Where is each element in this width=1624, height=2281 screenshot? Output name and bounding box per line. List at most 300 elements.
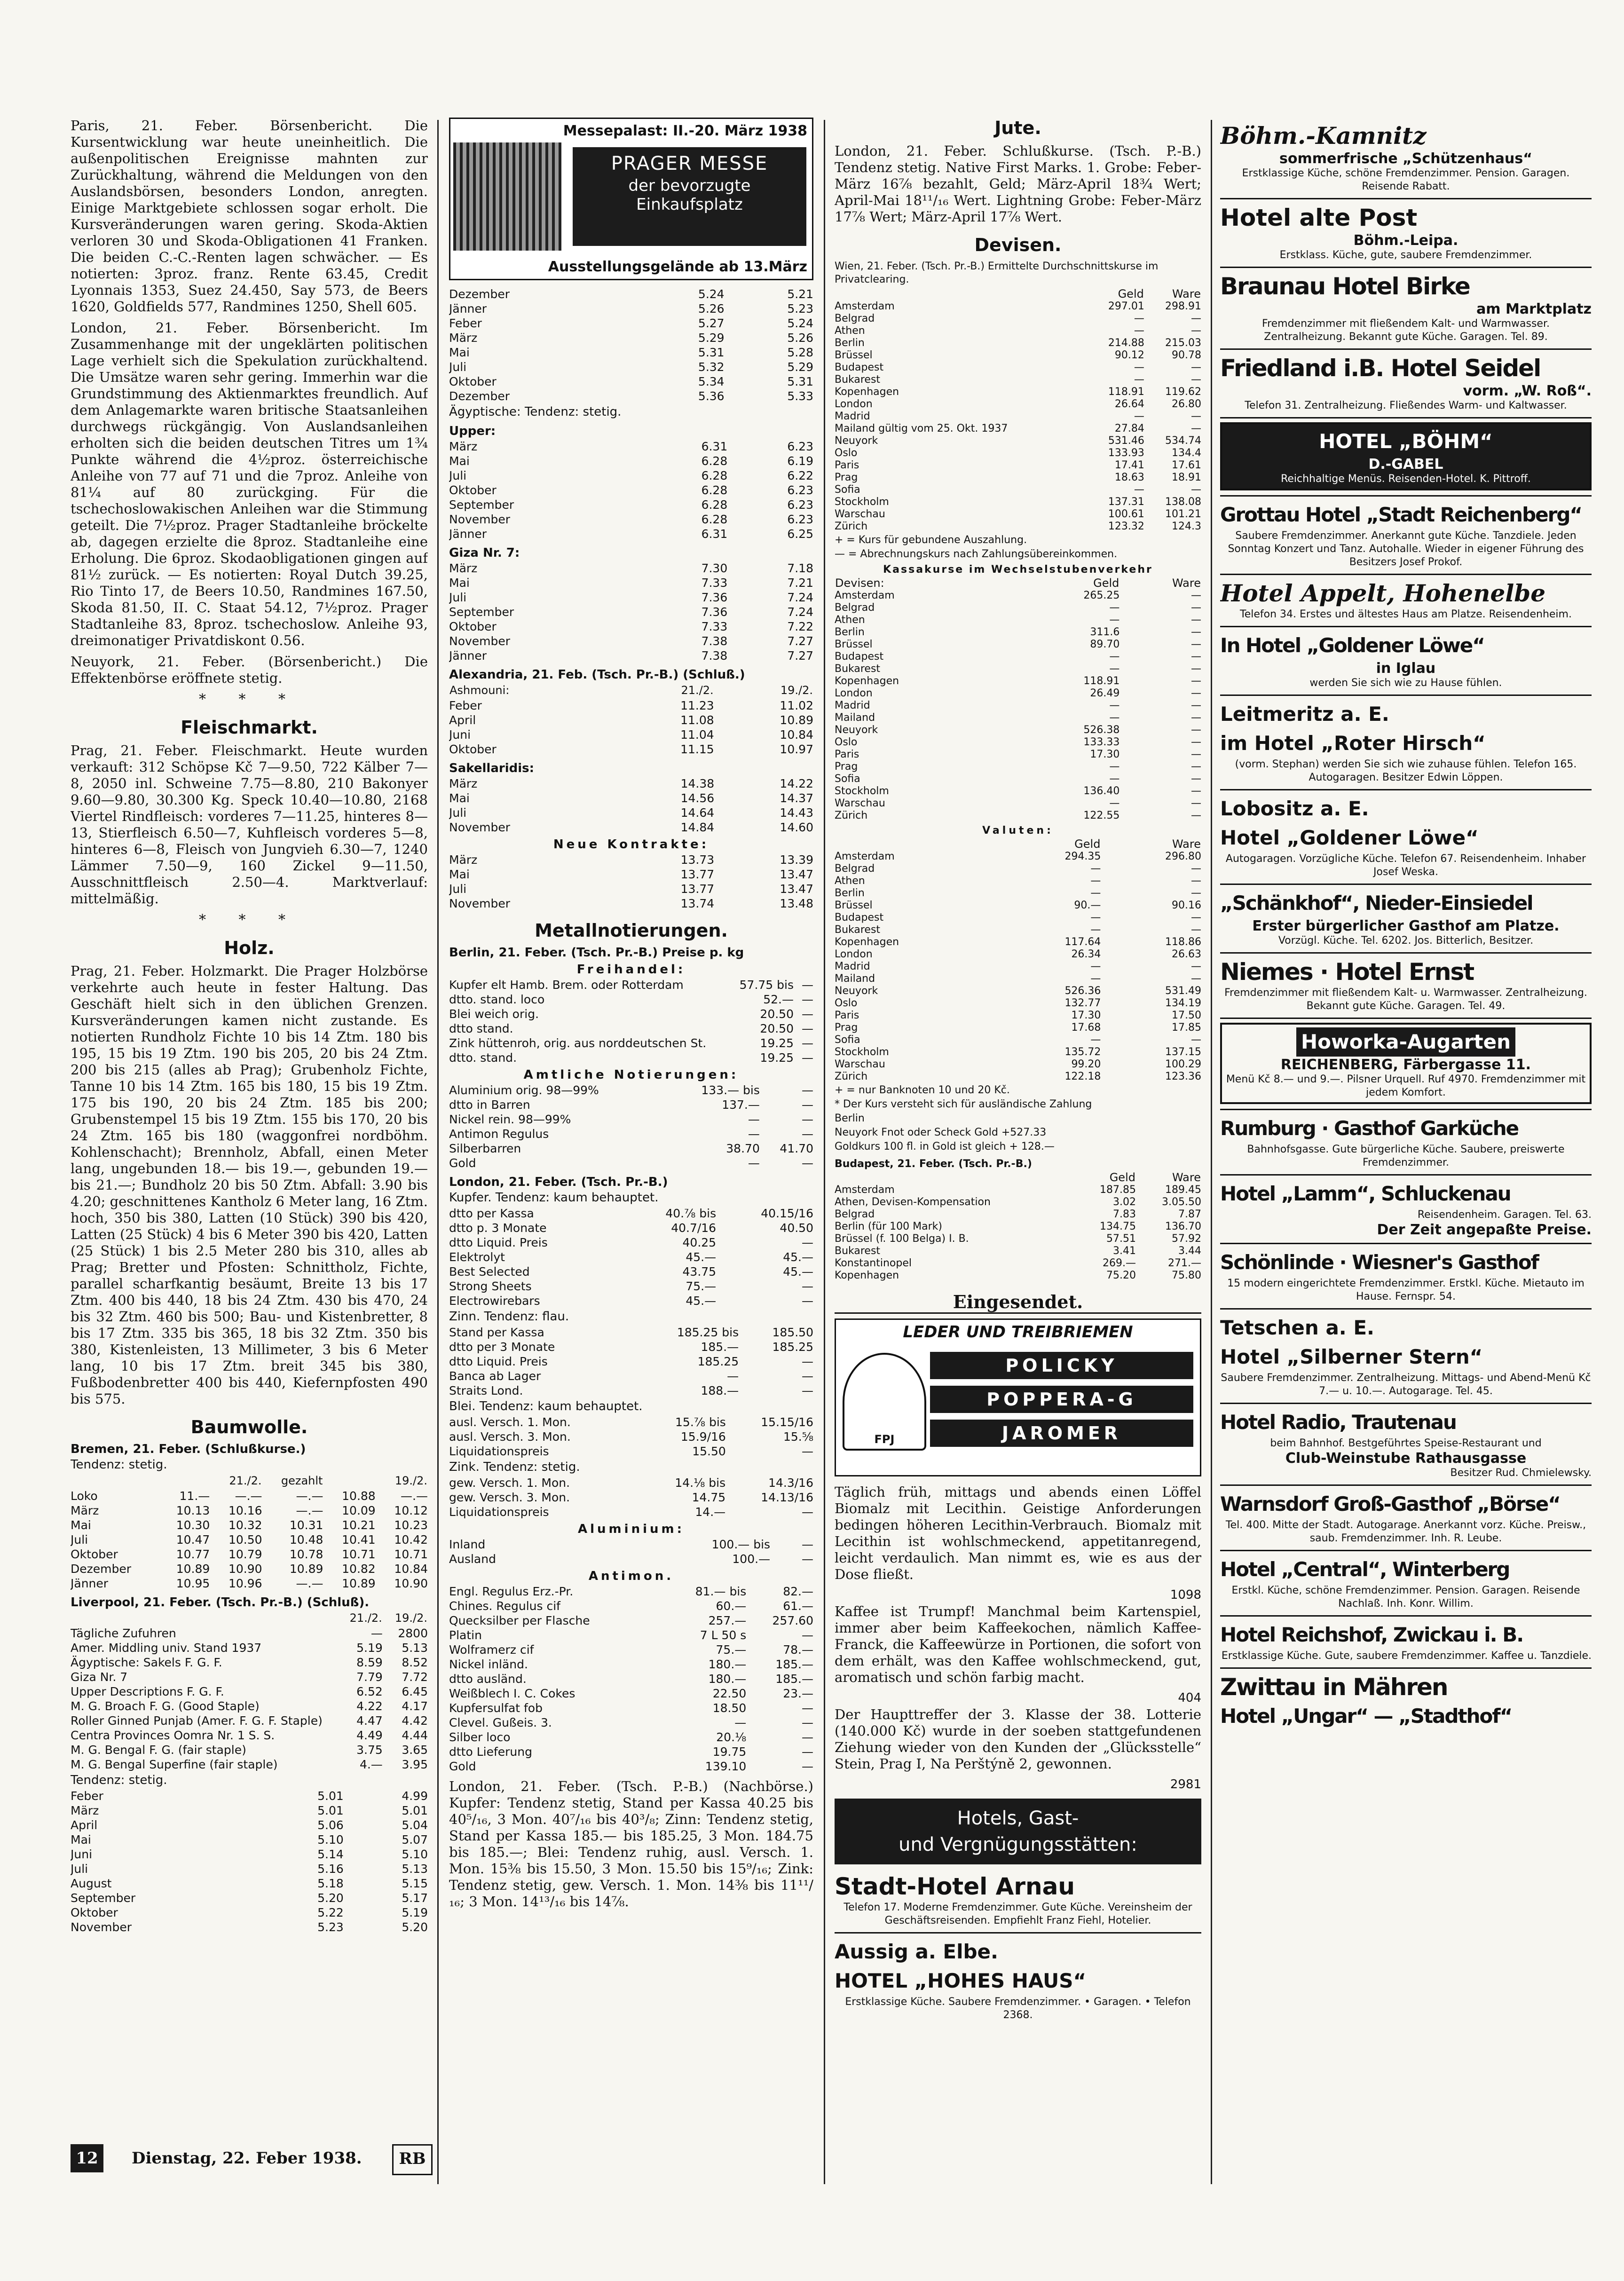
ad-details: Telefon 34. Erstes und ältestes Haus am Platze. Reisendenheim. (1240, 608, 1572, 620)
row-value: — (802, 1552, 813, 1566)
row-label: Stockholm (835, 496, 889, 508)
table-row (835, 773, 1201, 785)
table-row (71, 1503, 428, 1518)
row-value: — (1134, 313, 1144, 324)
ad-title: Hotel Appelt, Hohenelbe (1220, 579, 1546, 607)
table-row (449, 1759, 813, 1774)
row-value: 7.21 (787, 576, 813, 590)
row-value: 7.27 (787, 634, 813, 648)
column-rule (437, 120, 439, 2184)
row-value: — (1109, 773, 1120, 785)
table-row (835, 1245, 1201, 1257)
row-value: — (1090, 973, 1101, 985)
publisher-mark: RB (392, 2144, 433, 2175)
row-value: — (1191, 675, 1201, 687)
giza-table (449, 561, 813, 663)
row-value: 3.44 (1178, 1245, 1201, 1257)
vienna-rows (835, 300, 1201, 533)
row-label: M. G. Broach F. G. (Good Staple) (71, 1699, 260, 1713)
column-rule (824, 120, 825, 2184)
ad-grottau-stadt-reichenberg (1220, 497, 1592, 575)
row-label: Ägyptische: Sakels F. G. F. (71, 1656, 222, 1669)
sakellaridis-rows (449, 776, 813, 835)
fair-grounds: Ausstellungsgelände ab 13.März (548, 259, 807, 275)
ad-details: Erstklassige Küche. Saubere Fremdenzimmer. • Garagen. • Telefon 2368. (845, 1996, 1191, 2021)
row-value: 185.— (775, 1657, 813, 1671)
row-label: März (449, 777, 478, 790)
ad-hotel-central (1220, 1551, 1592, 1617)
table-row (449, 1340, 813, 1354)
fair-title-box (573, 147, 806, 246)
table-row (449, 1383, 813, 1398)
ad-leitmeritz-roter-hirsch (1220, 696, 1592, 790)
row-value: 11.23 (680, 699, 714, 712)
ad-details: Besitzer Rud. Chmielewsky. (1450, 1467, 1592, 1479)
fair-subtitle: der bevorzugte (628, 176, 751, 195)
table-row (449, 1007, 813, 1021)
row-value: 5.01 (402, 1804, 428, 1817)
row-value: — (802, 1760, 813, 1773)
row-value: 40.25 (682, 1236, 717, 1249)
table-row (449, 331, 813, 345)
heading-jute: Jute. (994, 118, 1041, 138)
row-label: Mai (71, 1833, 91, 1847)
table-row (449, 1325, 813, 1340)
row-label: Madrid (835, 410, 870, 422)
row-label: März (449, 331, 478, 345)
row-label: Kupfer elt Hamb. Brem. oder Rotterdam (449, 978, 684, 992)
row-value: 15.9/16 (680, 1430, 726, 1444)
table-row (449, 634, 813, 648)
row-value: 17.30 (1090, 749, 1120, 760)
table-row (71, 1905, 428, 1920)
liverpool-tendency: Tendenz: stetig. (71, 1773, 167, 1787)
table-row (835, 1010, 1201, 1022)
row-label: Kopenhagen (835, 936, 899, 948)
row-value: — (1090, 887, 1101, 899)
row-label: Giza Nr. 7 (71, 1670, 128, 1684)
row-value: 13.47 (780, 868, 813, 881)
row-value: 134.19 (1165, 997, 1201, 1009)
row-label: Prag (835, 1022, 858, 1034)
table-row (449, 1097, 813, 1112)
ad-details: werden Sie sich wie zu Hause fühlen. (1309, 677, 1502, 689)
table-row (71, 1532, 428, 1547)
london-metal-heading: London, 21. Feber. (Tsch. Pr.-B.) (449, 1175, 668, 1189)
row-label: Paris (835, 749, 859, 760)
row-value: 6.28 (701, 454, 728, 468)
article-london: London, 21. Feber. Börsenbericht. Im Zusammenhange mit der ungeklärten politischen Lage verhielt sich die Spekulation zurückhaltend. Die Umsätze waren sehr gering. Immerhin war die Grundstimmung des Aktienmarktes freundlich. Auf dem Anlagemarkte waren britische Staatsanleihen durchwegs rückgängig. Von Auslandsanleihen erholten sich die beiden deutschen Titres um 1¾ Punkte während die 4½proz. österreichische Anleihe von 77 auf 71 und die 7proz. Anleihe von 81¼ auf 80 zurückging. Für die tschechoslowakischen Anleihen war die Stimmung geteilt. Die 7½proz. Prager Stadtanleihe bröckelte ab, dagegen erzielte die 8proz. Stadtanleihe eine Erholung. Die 6proz. Skodaobligationen gingen auf 81½ zurück. — Es notierten: Royal Dutch 39.25, Rio Tinto 17, de Beers 10.50, Randmines 167.50, Skoda 81.50, II. C. Staat 54.12, 7½proz. Prager Stadtanleihe 83, 8proz. tschechoslow. Anleihe 93, dreimonatiger Privatdiskont 0.56. (71, 320, 428, 648)
row-value: — (1191, 639, 1201, 650)
row-value: 257.— (708, 1614, 747, 1627)
ad-details: Telefon 31. Zentralheizung. Fließendes Warm- und Kaltwasser. (1245, 400, 1567, 411)
row-label: Clevel. Gußeis. 3. (449, 1716, 552, 1729)
row-value: — (1109, 651, 1120, 663)
table-row (449, 1036, 813, 1050)
table-row (835, 447, 1201, 459)
table-row (449, 454, 813, 468)
ad-details: Autogaragen. Vorzügliche Küche. Telefon 67. Reisendenheim. Inhaber Josef Weska. (1225, 853, 1586, 878)
row-value: 187.85 (1099, 1184, 1136, 1196)
row-value: 22.50 (712, 1687, 747, 1700)
valuten-heading: Valuten: (982, 825, 1054, 837)
table-row (835, 1184, 1201, 1196)
giza-rows (449, 561, 813, 663)
col-header: Geld (1118, 287, 1144, 300)
row-value: 2800 (398, 1626, 428, 1640)
row-value: 118.91 (1108, 386, 1144, 398)
row-value: 534.74 (1165, 435, 1201, 447)
row-label: Berlin (835, 626, 865, 638)
row-value: 7.83 (1112, 1208, 1136, 1220)
row-label: Budapest (835, 912, 884, 923)
table-row (835, 590, 1201, 602)
budapest-table (835, 1171, 1201, 1282)
table-row (449, 1730, 813, 1744)
row-value: — (802, 1083, 813, 1097)
row-value: 10.31 (289, 1518, 323, 1532)
row-value: 57.92 (1172, 1233, 1201, 1245)
table-row (449, 1235, 813, 1250)
row-value: 43.75 (682, 1265, 717, 1279)
ad-howorka-augarten (1220, 1019, 1592, 1110)
column-commodities (449, 118, 813, 2158)
heading-eingesendet: Eingesendet. (835, 1291, 1201, 1314)
row-value: 294.35 (1064, 851, 1101, 862)
row-label: November (449, 897, 511, 910)
budapest-heading: Budapest, 21. Feber. (Tsch. Pr.-B.) (835, 1158, 1032, 1170)
row-value: 10.47 (176, 1533, 210, 1547)
row-value: 100.— bis (711, 1538, 771, 1551)
col-header: Ware (1172, 287, 1201, 300)
table-row (835, 663, 1201, 675)
row-label: Juli (449, 806, 467, 820)
table-row (71, 1641, 428, 1655)
row-label: Budapest (835, 651, 884, 663)
ad-hotel-arnau (835, 1868, 1201, 1934)
row-label: Mai (71, 1518, 91, 1532)
row-label: Neuyork (835, 724, 878, 736)
ad-title: HOTEL „HOHES HAUS“ (835, 1969, 1087, 1992)
table-row (71, 1562, 428, 1576)
zink-table (449, 1476, 813, 1519)
row-label: November (449, 821, 511, 834)
row-label: Oslo (835, 997, 858, 1009)
row-value: 10.89 (176, 1562, 210, 1576)
row-value: 10.71 (342, 1547, 376, 1561)
official-quotes-heading: Amtliche Notierungen: (523, 1068, 739, 1082)
table-row (71, 1818, 428, 1832)
table-row (449, 316, 813, 331)
row-label: Juli (449, 882, 467, 896)
ad-rumburg-gasthof-garkueche (1220, 1110, 1592, 1176)
row-label: Juli (71, 1862, 88, 1876)
row-value: 101.21 (1165, 508, 1201, 520)
row-value: 10.84 (780, 728, 813, 742)
table-row (835, 700, 1201, 712)
table-row (835, 810, 1201, 822)
ashmouni-heading: Ashmouni: (449, 684, 510, 697)
row-value: 10.13 (176, 1504, 210, 1517)
row-value: 7.33 (701, 576, 728, 590)
row-value: 6.45 (402, 1685, 428, 1698)
row-value: — (1191, 973, 1201, 985)
upper-table (449, 439, 813, 541)
table-row (835, 1034, 1201, 1046)
row-label: Oktober (449, 620, 497, 633)
egypt-tendency: Ägyptische: Tendenz: stetig. (449, 405, 622, 419)
kupfer-table (449, 1206, 813, 1308)
issue-date: Dienstag, 22. Feber 1938. (132, 2149, 362, 2168)
table-row (835, 1233, 1201, 1245)
row-value: 6.28 (701, 513, 728, 526)
row-value: 3.75 (356, 1743, 383, 1757)
row-label: Kopenhagen (835, 1270, 899, 1281)
row-value: — (1191, 602, 1201, 614)
row-value: — (1191, 410, 1201, 422)
ny-label: Neuyork Fnot oder Scheck Gold (835, 1127, 998, 1138)
row-value: — (802, 1369, 813, 1383)
row-label: Berlin (835, 337, 865, 349)
zink-rows (449, 1476, 813, 1519)
freihandel-heading: Freihandel: (576, 963, 686, 977)
row-value: 3.41 (1112, 1245, 1136, 1257)
row-label: Stockholm (835, 1046, 889, 1058)
row-value: 26.34 (1071, 948, 1101, 960)
row-label: Brüssel (835, 900, 873, 911)
table-row (835, 300, 1201, 313)
row-value: — (1090, 1034, 1101, 1046)
row-label: Wolframerz cif (449, 1643, 534, 1657)
row-value: 136.70 (1165, 1221, 1201, 1232)
row-value: 11.04 (680, 728, 714, 742)
row-label: Prag (835, 472, 858, 483)
row-label: Warschau (835, 797, 885, 809)
table-row (449, 1415, 813, 1429)
row-value: —.— (296, 1504, 323, 1517)
ad-details: beim Bahnhof. Bestgeführtes Speise-Restaurant und (1270, 1437, 1542, 1449)
row-value: — (802, 1051, 813, 1065)
table-row (449, 605, 813, 619)
row-value: 15.15/16 (761, 1415, 813, 1429)
row-label: Madrid (835, 961, 870, 972)
row-value: 14.84 (680, 821, 715, 834)
valuten-note: + = nur Banknoten 10 und 20 Kč. (835, 1084, 1010, 1096)
table-row (449, 978, 813, 992)
table-row (449, 1294, 813, 1308)
row-value: 5.04 (402, 1818, 428, 1832)
row-label: Stand per Kassa (449, 1326, 544, 1339)
row-value: 185.50 (772, 1326, 813, 1339)
row-value: 5.31 (698, 346, 725, 359)
row-value: — (1191, 362, 1201, 373)
table-row (449, 301, 813, 316)
row-value: 6.23 (787, 483, 813, 497)
table-row (449, 497, 813, 512)
ad-number: 2981 (1170, 1777, 1201, 1792)
table-row (71, 1920, 428, 1934)
ad-details: Erstklassige Küche, schöne Fremdenzimmer. Pension. Garagen. Reisende Rabatt. (1242, 167, 1570, 192)
row-value: — (1191, 614, 1201, 626)
page-number: 12 (71, 2144, 103, 2172)
row-value: 20.50 (760, 1007, 794, 1021)
row-value: 5.20 (317, 1891, 344, 1905)
row-value: — (1090, 875, 1101, 887)
leder-ad-bar: POLICKY (930, 1352, 1193, 1379)
liverpool-futures-rows (71, 1789, 428, 1934)
article-paris: Paris, 21. Feber. Börsenbericht. Die Kursentwicklung war heute uneinheitlich. Die außenpolitischen Ereignisse mahnten zur Zurückhaltung, während die Meldungen von den Auslandsbörsen, besonders London, anregten. Einige Marktgebiete schlossen sogar erholt. Die Kursveränderungen waren gering. Skoda-Aktien verloren 30 und Skoda-Obligationen 41 Franken. Die beiden C.-C.-Renten lagen schwächer. — Es notierten: 3proz. franz. Rente 63.45, Credit Lyonnais 1353, Suez 24.450, Say 573, de Beers 1620, Goldfields 577, Randmines 1250, Shell 605. (71, 118, 428, 315)
row-value: 11.— (179, 1489, 210, 1503)
table-row (835, 435, 1201, 447)
table-row (449, 1141, 813, 1156)
row-label: Juli (449, 469, 467, 482)
pulley-logo-icon (843, 1353, 926, 1451)
row-label: Paris (835, 1010, 859, 1021)
row-value: 14.64 (680, 806, 715, 820)
logo-letters: FPJ (874, 1433, 895, 1446)
column-hotel-ads (1220, 118, 1592, 2177)
row-value: 6.23 (787, 498, 813, 512)
row-value: 10.50 (228, 1533, 262, 1547)
ad-subtitle: REICHENBERG, Färbergasse 11. (1280, 1057, 1531, 1073)
row-value: — (1191, 797, 1201, 809)
row-label: Banca ab Lager (449, 1369, 541, 1383)
row-value: 5.07 (402, 1833, 428, 1847)
row-label: Feber (449, 699, 482, 712)
row-value: — (1191, 961, 1201, 972)
ad-details: Saubere Fremdenzimmer. Anerkannt gute Küche. Tanzdiele. Jeden Sonntag Konzert und Tanz. Autohalle. Wieder in eigener Führung des Besitzers Josef Prokof. (1228, 530, 1584, 568)
row-label: Juli (449, 591, 467, 604)
row-value: 5.24 (698, 287, 725, 301)
row-value: — (748, 1113, 760, 1126)
row-value: — (1191, 785, 1201, 797)
row-value: 40.50 (780, 1221, 813, 1235)
row-label: Oktober (449, 375, 497, 388)
row-value: 185.25 (772, 1340, 813, 1354)
row-label: Oslo (835, 447, 858, 459)
kupfer-rows (449, 1206, 813, 1308)
row-value: 133.— bis (701, 1083, 760, 1097)
table-row (71, 1803, 428, 1818)
row-value: — (748, 1156, 760, 1170)
row-label: Zink hüttenroh, orig. aus norddeutschen St. (449, 1036, 707, 1050)
table-row (835, 1196, 1201, 1208)
ad-details: (vorm. Stephan) werden Sie sich wie zuhause fühlen. Telefon 165. Autogaragen. Besitzer Edwin Löppen. (1235, 758, 1577, 783)
row-value: 5.33 (787, 389, 813, 403)
table-row (449, 527, 813, 541)
row-value: 5.10 (402, 1847, 428, 1861)
table-row (449, 1505, 813, 1519)
row-value: 119.62 (1165, 386, 1201, 398)
row-label: Athen (835, 325, 865, 337)
row-value: — (802, 1384, 813, 1397)
table-row (835, 997, 1201, 1010)
row-value: — (1191, 810, 1201, 821)
row-label: ausl. Versch. 3. Mon. (449, 1430, 571, 1444)
table-row (449, 1156, 813, 1170)
table-row (449, 1112, 813, 1127)
table-row (449, 561, 813, 576)
row-value: — (1109, 712, 1120, 724)
row-value: — (1134, 374, 1144, 386)
row-value: 6.25 (787, 527, 813, 541)
ad-box (1220, 422, 1592, 490)
col-header: 19./2. (394, 1611, 427, 1625)
col-header: Geld (1093, 576, 1119, 590)
ad-warnsdorf-boerse (1220, 1486, 1592, 1551)
row-label: Weißblech I. C. Cokes (449, 1687, 575, 1700)
zinn-table (449, 1325, 813, 1398)
ad-details: Erstklassige Küche. Gute, saubere Fremdenzimmer. Kaffee u. Tanzdiele. (1221, 1650, 1592, 1662)
row-value: — (802, 1701, 813, 1715)
row-value: 4.22 (356, 1699, 383, 1713)
row-label: Belgrad (835, 863, 875, 875)
article-holz: Prag, 21. Feber. Holzmarkt. Die Prager Holzbörse verkehrte auch heute in fester Haltung. Das Geschäft hielt sich in den üblichen Grenzen. Kursveränderungen kamen nicht zustande. Es notierten Rundholz Fichte 10 bis 14 Ztm. 180 bis 195, 15 bis 19 Ztm. 190 bis 205, 20 bis 24 Ztm. 200 bis 215 (alles ab Prag); Grubenholz Fichte, Tanne 10 bis 14 Ztm. 165 bis 180, 15 bis 19 Ztm. 175 bis 190, 20 bis 24 Ztm. 185 bis 200; Grubenstempel 15 bis 19 Ztm. 155 bis 170, 20 bis 24 Ztm. 165 bis 180 (waggonfrei nordböhm. Kohlenschacht); Brennholz, Abfall, einen Meter lang, ungebunden 18.— bis 19.—, gebunden 19.— bis 21.—; Bundholz 20 bis 50 Ztm. Abfall: 3.90 bis 4.20; geschnittenes Kantholz 6 Meter lang, 16 Ztm. hoch, 350 bis 380, Latten (10 Stück) 390 bis 420, Latten (25 Stück) 4 bis 6 Meter 390 bis 420, Latten (25 Stück) 1 bis 2.5 Meter 280 bis 310, alles ab Prag; Bretter und Pfosten: Schnittholz, Fichte, parallel scharfkantig besäumt, Breite 13 bis 17 Ztm. 400 bis 440, 18 bis 24 Ztm. 430 bis 470, 24 bis 32 Ztm. 460 bis 500; Bau- und Kistenbretter, 8 bis 17 Ztm. 335 bis 365, 18 bis 32 Ztm. 350 bis 380, Kistenleisten, 13 Millimeter, 3 bis 6 Meter lang, 10 bis 17 Ztm. breit 345 bis 380, Fußbodenbretter 400 bis 440, Kiefernpfosten 490 bis 575. (71, 963, 428, 1407)
row-label: Mai (449, 576, 470, 590)
valuten-note: * Der Kurs versteht sich für ausländische Zahlung (835, 1098, 1092, 1110)
row-value: — (802, 1716, 813, 1729)
table-row (835, 614, 1201, 626)
row-value: 26.63 (1172, 948, 1201, 960)
table-row (835, 1208, 1201, 1221)
row-value: 15.⅝ (783, 1430, 813, 1444)
table-row (449, 1221, 813, 1235)
table-row (449, 882, 813, 896)
row-label: Berlin (für 100 Mark) (835, 1221, 942, 1232)
row-value: 5.15 (402, 1877, 428, 1890)
row-value: 7.87 (1178, 1208, 1201, 1220)
row-value: 7.24 (787, 605, 813, 619)
row-value: 4.49 (356, 1729, 383, 1742)
row-label: ausl. Versch. 1. Mon. (449, 1415, 571, 1429)
row-value: 40.7/16 (671, 1221, 717, 1235)
row-label: Amsterdam (835, 590, 895, 601)
sakellaridis-table (449, 776, 813, 835)
row-value: 10.89 (342, 1577, 376, 1590)
row-value: — (802, 993, 813, 1006)
ad-title: In Hotel „Goldener Löwe“ (1220, 634, 1484, 657)
table-row (449, 867, 813, 882)
hotels-section-banner (835, 1799, 1201, 1864)
ad-subtitle: Böhm.-Leipa. (1353, 232, 1458, 249)
row-value: 90.78 (1172, 349, 1201, 361)
row-value: 123.32 (1108, 521, 1144, 532)
row-label: Konstantinopel (835, 1257, 912, 1269)
table-row (449, 1672, 813, 1686)
row-value: 3.02 (1112, 1196, 1136, 1208)
row-label: Oktober (449, 742, 497, 756)
row-value: 26.64 (1114, 398, 1144, 410)
row-value: — (802, 1505, 813, 1519)
col-header: Ware (1172, 576, 1201, 590)
row-label: Ausland (449, 1552, 496, 1566)
row-value: 57.51 (1106, 1233, 1136, 1245)
row-value: 41.70 (780, 1142, 813, 1155)
row-value: 10.42 (394, 1533, 428, 1547)
col-header: 21./2. (229, 1474, 262, 1487)
row-label: März (71, 1804, 99, 1817)
table-row (449, 1490, 813, 1505)
row-label: Athen (835, 875, 865, 887)
ad-details: 15 modern eingerichtete Fremdenzimmer. Erstkl. Küche. Mietauto im Hause. Fernspr. 54. (1227, 1278, 1585, 1302)
col-header: Geld (1109, 1171, 1135, 1184)
table-row (449, 896, 813, 911)
row-value: 61.— (783, 1599, 813, 1613)
row-label: Juli (71, 1533, 88, 1547)
row-value: — (1191, 912, 1201, 923)
row-value: 6.28 (701, 498, 728, 512)
ad-schoenlinde-wiesner (1220, 1244, 1592, 1310)
